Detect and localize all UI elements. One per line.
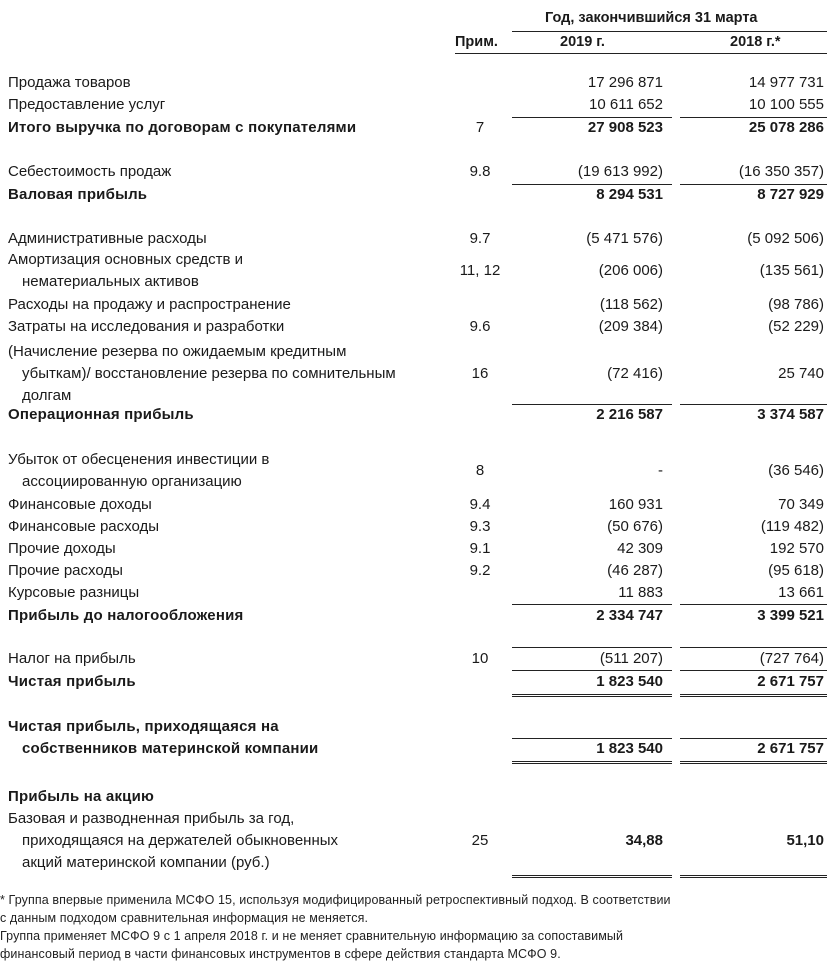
value-2018: (727 764) (759, 650, 824, 667)
value-2018: (98 786) (768, 296, 824, 313)
total-rule (512, 694, 672, 695)
row-label (8, 117, 448, 139)
row-label (8, 671, 448, 693)
value-2018: (52 229) (768, 318, 824, 335)
value-2018: (119 482) (760, 518, 824, 535)
note-column-header: Прим. (455, 34, 498, 50)
value-2019: 2 334 747 (596, 607, 663, 624)
value-2019: 11 883 (618, 584, 663, 601)
value-2018: 70 349 (778, 496, 824, 513)
note-ref: 11, 12 (459, 262, 501, 279)
row-label-line: Операционная прибыль (8, 406, 194, 423)
note-ref: 8 (475, 462, 485, 479)
note-ref: 9.8 (469, 163, 491, 180)
value-2019: 2 216 587 (596, 406, 663, 423)
value-2018: 51,10 (786, 832, 824, 849)
row-label-line: Прочие доходы (8, 540, 116, 557)
period-header: Год, закончившийся 31 марта (545, 10, 758, 26)
row-label (8, 316, 448, 338)
row-label-line: приходящаяся на держателей обыкновенных (22, 832, 339, 849)
total-rule (680, 647, 827, 648)
row-label (8, 294, 448, 316)
footnote-line: с данным подходом сравнительная информация не меняется. (0, 911, 369, 925)
value-2018: (5 092 506) (747, 230, 824, 247)
total-rule (680, 184, 827, 185)
value-2019: (46 287) (607, 562, 663, 579)
note-ref: 16 (471, 365, 489, 382)
row-label (8, 228, 448, 250)
row-label-line: Себестоимость продаж (8, 163, 172, 180)
total-rule (680, 738, 827, 739)
row-label-line: Предоставление услуг (8, 96, 166, 113)
row-label (8, 538, 448, 560)
value-2019: (209 384) (598, 318, 663, 335)
value-2018: 3 374 587 (757, 406, 824, 423)
value-2019: (511 207) (599, 650, 663, 667)
row-label-line: Налог на прибыль (8, 650, 136, 667)
note-ref: 10 (471, 650, 489, 667)
row-label-line: Продажа товаров (8, 74, 131, 91)
total-rule (512, 184, 672, 185)
row-label-line: Прочие расходы (8, 562, 123, 579)
value-2019: (50 676) (607, 518, 663, 535)
row-label-line: Базовая и разводненная прибыль за год, (8, 810, 295, 827)
row-label-line: ассоциированную организацию (22, 473, 242, 490)
row-label (8, 786, 448, 808)
total-rule (680, 696, 827, 697)
row-label (8, 605, 448, 627)
row-label (8, 161, 448, 183)
total-rule (680, 763, 827, 764)
row-label-line: Убыток от обесценения инвестиции в (8, 451, 270, 468)
value-2019: 27 908 523 (587, 119, 663, 136)
row-label (8, 184, 448, 206)
row-label-line: Чистая прибыль (8, 673, 136, 690)
column-2019-header: 2019 г. (560, 34, 605, 50)
row-label-line: Финансовые доходы (8, 496, 152, 513)
period-header-rule (512, 31, 827, 32)
total-rule (512, 604, 672, 605)
note-ref: 9.4 (469, 496, 491, 513)
value-2019: 1 823 540 (596, 673, 663, 690)
value-2019: - (658, 462, 663, 479)
row-label-line: Итого выручка по договорам с покупателями (8, 119, 357, 136)
value-2018: (36 546) (768, 462, 824, 479)
row-label-line: Финансовые расходы (8, 518, 160, 535)
value-2018: (16 350 357) (738, 163, 824, 180)
value-2019: 160 931 (608, 496, 663, 513)
row-label (8, 560, 448, 582)
value-2018: (135 561) (759, 262, 824, 279)
note-ref: 9.3 (469, 518, 491, 535)
total-rule (680, 761, 827, 762)
value-2018: 13 661 (778, 584, 824, 601)
row-label-line: Чистая прибыль, приходящаяся на (8, 718, 279, 735)
row-label-line: (Начисление резерва по ожидаемым кредитным (8, 343, 347, 360)
value-2019: (72 416) (607, 365, 663, 382)
row-label (8, 404, 448, 426)
total-rule (512, 696, 672, 697)
row-label-line: долгам (22, 387, 72, 404)
total-rule (512, 647, 672, 648)
value-2018: 25 078 286 (748, 119, 824, 136)
row-label-line: Валовая прибыль (8, 186, 148, 203)
row-label-line: убыткам)/ восстановление резерва по сомнительным (22, 365, 396, 382)
column-2018-header: 2018 г.* (730, 34, 781, 50)
header-underline (455, 53, 827, 54)
total-rule (512, 117, 672, 118)
row-label (8, 808, 448, 874)
total-rule (680, 694, 827, 695)
row-label (8, 72, 448, 94)
row-label-line: Административные расходы (8, 230, 207, 247)
value-2018: 2 671 757 (757, 740, 824, 757)
total-rule (512, 877, 672, 878)
value-2018: (95 618) (768, 562, 824, 579)
note-ref: 7 (475, 119, 485, 136)
note-ref: 9.1 (469, 540, 491, 557)
row-label-line: Расходы на продажу и распространение (8, 296, 291, 313)
total-rule (512, 761, 672, 762)
value-2019: 17 296 871 (587, 74, 663, 91)
note-ref: 9.2 (469, 562, 491, 579)
row-label (8, 494, 448, 516)
value-2019: 1 823 540 (596, 740, 663, 757)
note-ref: 9.6 (469, 318, 491, 335)
value-2018: 8 727 929 (757, 186, 824, 203)
row-label-line: нематериальных активов (22, 273, 199, 290)
total-rule (680, 875, 827, 876)
footnote-line: * Группа впервые применила МСФО 15, используя модифицированный ретроспективный подход. В соответствии (0, 893, 671, 907)
row-label-line: Прибыль на акцию (8, 788, 155, 805)
value-2019: 10 611 652 (589, 96, 663, 113)
value-2018: 3 399 521 (757, 607, 824, 624)
value-2019: 42 309 (617, 540, 663, 557)
value-2018: 2 671 757 (757, 673, 824, 690)
value-2018: 192 570 (769, 540, 824, 557)
row-label-line: Затраты на исследования и разработки (8, 318, 285, 335)
row-label-line: Курсовые разницы (8, 584, 140, 601)
value-2018: 14 977 731 (748, 74, 824, 91)
total-rule (512, 404, 672, 405)
total-rule (680, 117, 827, 118)
row-label-line: Амортизация основных средств и (8, 251, 244, 268)
row-label-line: собственников материнской компании (22, 740, 319, 757)
note-ref: 25 (471, 832, 489, 849)
footnote-line: финансовый период в части финансовых инструментов в сфере действия стандарта МСФО 9. (0, 947, 561, 961)
total-rule (512, 670, 672, 671)
value-2018: 10 100 555 (748, 96, 824, 113)
total-rule (680, 604, 827, 605)
total-rule (512, 738, 672, 739)
row-label (8, 648, 448, 670)
value-2019: (206 006) (598, 262, 663, 279)
row-label (8, 94, 448, 116)
total-rule (512, 763, 672, 764)
value-2019: (5 471 576) (586, 230, 663, 247)
row-label-line: акций материнской компании (руб.) (22, 854, 270, 871)
row-label (8, 249, 448, 293)
total-rule (680, 670, 827, 671)
row-label-line: Прибыль до налогообложения (8, 607, 244, 624)
total-rule (680, 877, 827, 878)
row-label (8, 516, 448, 538)
row-label (8, 449, 448, 493)
value-2019: 8 294 531 (596, 186, 663, 203)
footnote-line: Группа применяет МСФО 9 с 1 апреля 2018 г. и не меняет сравнительную информацию за сопоставимый (0, 929, 624, 943)
value-2019: 34,88 (625, 832, 663, 849)
value-2019: (19 613 992) (577, 163, 663, 180)
note-ref: 9.7 (469, 230, 491, 247)
row-label (8, 582, 448, 604)
row-label (8, 716, 448, 760)
total-rule (680, 404, 827, 405)
value-2018: 25 740 (778, 365, 824, 382)
row-label (8, 341, 448, 407)
value-2019: (118 562) (599, 296, 663, 313)
total-rule (512, 875, 672, 876)
